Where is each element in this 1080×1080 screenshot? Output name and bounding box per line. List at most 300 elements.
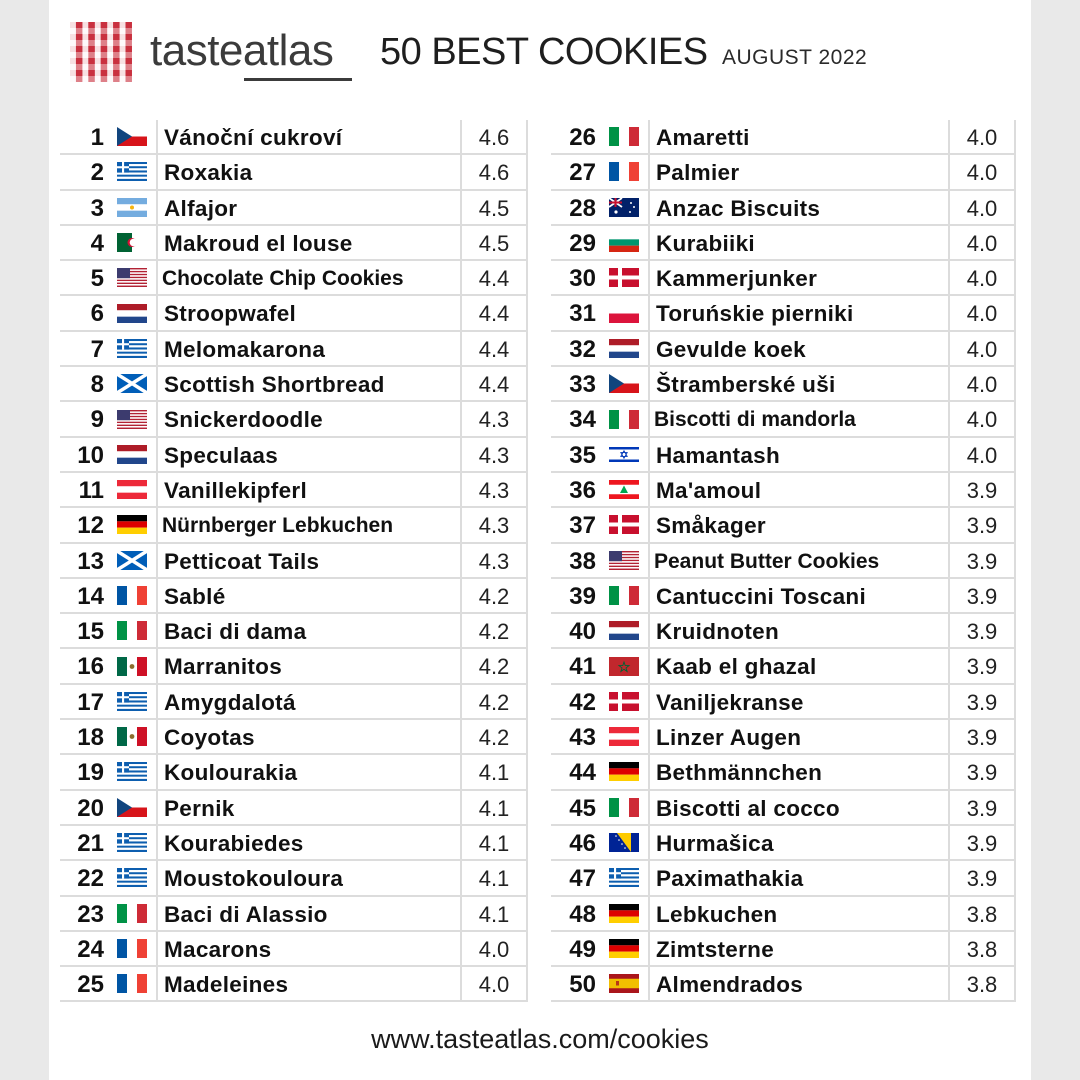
- flag-dk-icon: [609, 268, 639, 287]
- flag-fr-icon: [117, 939, 147, 958]
- table-row: [60, 402, 528, 437]
- flag-de-icon: [609, 904, 639, 923]
- rating-score: 3.9: [950, 685, 1016, 718]
- table-row: [551, 155, 1016, 190]
- flag-cell: [599, 402, 650, 435]
- brand-underline: [244, 78, 352, 81]
- flag-cell: [107, 826, 158, 859]
- flag-ma-icon: [609, 657, 639, 676]
- rating-score: 4.0: [950, 402, 1016, 435]
- cookie-name: Amygdalotá: [158, 685, 462, 718]
- flag-cell: [599, 967, 650, 1000]
- table-row: [551, 544, 1016, 579]
- flag-cell: [107, 120, 158, 153]
- table-row: [551, 191, 1016, 226]
- rating-score: 4.2: [462, 720, 528, 753]
- page-subtitle: AUGUST 2022: [722, 46, 868, 69]
- rank-number: 36: [569, 476, 596, 504]
- flag-cell: [599, 685, 650, 718]
- rank-number: 28: [569, 194, 596, 222]
- rank-number: 27: [569, 159, 596, 187]
- flag-us-icon: [117, 410, 147, 429]
- cookie-name: Vaniljekranse: [650, 685, 950, 718]
- cookie-name: Baci di Alassio: [158, 897, 462, 930]
- flag-us-icon: [609, 551, 639, 570]
- table-row: [60, 826, 528, 861]
- rating-score: 3.8: [950, 967, 1016, 1000]
- flag-it-icon: [609, 410, 639, 429]
- flag-fr-icon: [117, 586, 147, 605]
- flag-gr-icon: [117, 339, 147, 358]
- flag-cell: [599, 791, 650, 824]
- rating-score: 3.9: [950, 791, 1016, 824]
- rank-number: 21: [77, 829, 104, 857]
- rating-score: 4.0: [950, 367, 1016, 400]
- cookie-name: Madeleines: [158, 967, 462, 1000]
- cookie-name: Alfajor: [158, 191, 462, 224]
- table-row: [60, 332, 528, 367]
- flag-cell: [599, 296, 650, 329]
- rating-score: 4.1: [462, 791, 528, 824]
- rating-score: 4.3: [462, 544, 528, 577]
- rating-score: 3.9: [950, 861, 1016, 894]
- cookie-name: Zimtsterne: [650, 932, 950, 965]
- cookie-name: Vanillekipferl: [158, 473, 462, 506]
- table-row: [551, 932, 1016, 967]
- rating-score: 4.3: [462, 473, 528, 506]
- cookie-name: Kourabiedes: [158, 826, 462, 859]
- flag-cell: [599, 261, 650, 294]
- rank-number: 39: [569, 582, 596, 610]
- flag-it-icon: [609, 586, 639, 605]
- flag-cell: [107, 720, 158, 753]
- flag-cell: [599, 438, 650, 471]
- flag-cell: [107, 861, 158, 894]
- rank-number: 45: [569, 794, 596, 822]
- rank-number: 1: [90, 124, 104, 151]
- rating-score: 4.5: [462, 191, 528, 224]
- flag-cell: [107, 649, 158, 682]
- flag-cell: [107, 155, 158, 188]
- rating-score: 4.5: [462, 226, 528, 259]
- rating-score: 3.9: [950, 614, 1016, 647]
- flag-ba-icon: [609, 833, 639, 852]
- flag-lb-icon: [609, 480, 639, 499]
- rank-number: 5: [90, 265, 104, 293]
- cookie-name: Bethmännchen: [650, 755, 950, 788]
- rank-number: 29: [569, 229, 596, 257]
- rank-number: 19: [77, 759, 104, 787]
- rating-score: 4.0: [950, 438, 1016, 471]
- rank-number: 44: [569, 759, 596, 787]
- flag-cell: [599, 226, 650, 259]
- table-row: [60, 967, 528, 1002]
- cookie-name: Amaretti: [650, 120, 950, 153]
- cookie-name: Petticoat Tails: [158, 544, 462, 577]
- flag-dk-icon: [609, 692, 639, 711]
- flag-cell: [599, 897, 650, 930]
- rating-score: 3.8: [950, 932, 1016, 965]
- table-row: [551, 296, 1016, 331]
- rank-number: 17: [77, 688, 104, 716]
- rank-number: 3: [90, 194, 104, 222]
- table-row: [551, 826, 1016, 861]
- flag-fr-icon: [117, 974, 147, 993]
- cookie-name: Makroud el louse: [158, 226, 462, 259]
- flag-de-icon: [609, 939, 639, 958]
- cookie-name: Sablé: [158, 579, 462, 612]
- flag-gr-icon: [117, 868, 147, 887]
- flag-gr-icon: [117, 692, 147, 711]
- rating-score: 4.4: [462, 332, 528, 365]
- cookie-name: Gevulde koek: [650, 332, 950, 365]
- header: [70, 20, 970, 84]
- rating-score: 4.4: [462, 367, 528, 400]
- rank-number: 22: [77, 865, 104, 893]
- rating-score: 4.2: [462, 579, 528, 612]
- cookie-name: Speculaas: [158, 438, 462, 471]
- flag-sc-icon: [117, 551, 147, 570]
- rating-score: 4.1: [462, 826, 528, 859]
- cookie-name: Marranitos: [158, 649, 462, 682]
- flag-nl-icon: [117, 304, 147, 323]
- rank-number: 48: [569, 900, 596, 928]
- table-row: [60, 614, 528, 649]
- rank-number: 12: [77, 512, 104, 540]
- table-row: [551, 791, 1016, 826]
- flag-cell: [107, 438, 158, 471]
- flag-cell: [107, 791, 158, 824]
- table-row: [60, 755, 528, 790]
- table-row: [60, 473, 528, 508]
- rating-score: 4.0: [950, 226, 1016, 259]
- cookie-name: Hurmašica: [650, 826, 950, 859]
- rank-number: 37: [569, 512, 596, 540]
- cookie-name: Almendrados: [650, 967, 950, 1000]
- table-row: [551, 402, 1016, 437]
- flag-gr-icon: [117, 162, 147, 181]
- rating-score: 3.9: [950, 473, 1016, 506]
- flag-cell: [107, 367, 158, 400]
- rank-number: 34: [569, 406, 596, 434]
- rank-number: 14: [77, 582, 104, 610]
- flag-it-icon: [117, 904, 147, 923]
- flag-cell: [107, 932, 158, 965]
- rank-number: 6: [90, 300, 104, 328]
- flag-de-icon: [609, 762, 639, 781]
- rank-number: 35: [569, 441, 596, 469]
- flag-cell: [107, 191, 158, 224]
- rating-score: 3.9: [950, 720, 1016, 753]
- rank-number: 10: [77, 441, 104, 469]
- table-row: [551, 261, 1016, 296]
- rank-number: 7: [90, 335, 104, 363]
- rank-number: 2: [90, 159, 104, 187]
- cookie-name: Roxakia: [158, 155, 462, 188]
- table-row: [60, 791, 528, 826]
- table-row: [551, 897, 1016, 932]
- flag-nl-icon: [609, 339, 639, 358]
- rating-score: 4.0: [950, 155, 1016, 188]
- cookie-name: Toruńskie pierniki: [650, 296, 950, 329]
- rating-score: 3.9: [950, 649, 1016, 682]
- flag-gr-icon: [609, 868, 639, 887]
- rating-score: 4.1: [462, 897, 528, 930]
- table-row: [60, 438, 528, 473]
- table-row: [551, 367, 1016, 402]
- flag-cell: [599, 579, 650, 612]
- rating-score: 4.2: [462, 649, 528, 682]
- flag-it-icon: [609, 798, 639, 817]
- flag-cell: [599, 932, 650, 965]
- rank-number: 33: [569, 371, 596, 399]
- flag-us-icon: [117, 268, 147, 287]
- flag-pl-icon: [609, 304, 639, 323]
- table-row: [60, 649, 528, 684]
- table-row: [551, 720, 1016, 755]
- cookie-name: Melomakarona: [158, 332, 462, 365]
- flag-cell: [599, 120, 650, 153]
- flag-cell: [107, 685, 158, 718]
- cookie-name: Koulourakia: [158, 755, 462, 788]
- rating-score: 4.1: [462, 755, 528, 788]
- table-row: [60, 120, 528, 155]
- cookie-name: Lebkuchen: [650, 897, 950, 930]
- cookie-name: Štramberské uši: [650, 367, 950, 400]
- checkered-logo-icon: [70, 22, 132, 82]
- flag-cz-icon: [609, 374, 639, 393]
- rating-score: 4.4: [462, 296, 528, 329]
- rating-score: 4.3: [462, 402, 528, 435]
- rank-number: 38: [569, 547, 596, 575]
- table-row: [551, 438, 1016, 473]
- flag-sc-icon: [117, 374, 147, 393]
- rating-score: 4.0: [950, 332, 1016, 365]
- rating-score: 4.3: [462, 438, 528, 471]
- table-row: [60, 191, 528, 226]
- cookie-name: Paximathakia: [650, 861, 950, 894]
- flag-cell: [599, 861, 650, 894]
- rating-score: 3.9: [950, 755, 1016, 788]
- rank-number: 24: [77, 935, 104, 963]
- cookie-name: Cantuccini Toscani: [650, 579, 950, 612]
- rank-number: 11: [78, 476, 104, 504]
- cookie-name: Palmier: [650, 155, 950, 188]
- flag-cz-icon: [117, 798, 147, 817]
- flag-cell: [107, 226, 158, 259]
- cookie-name: Biscotti al cocco: [650, 791, 950, 824]
- rank-number: 18: [77, 724, 104, 752]
- footer-url[interactable]: www.tasteatlas.com/cookies: [371, 1024, 709, 1054]
- flag-gr-icon: [117, 762, 147, 781]
- cookie-name: Hamantash: [650, 438, 950, 471]
- table-row: [551, 120, 1016, 155]
- table-row: [551, 579, 1016, 614]
- rank-number: 31: [569, 300, 596, 328]
- flag-fr-icon: [609, 162, 639, 181]
- rank-number: 16: [77, 653, 104, 681]
- cookie-name: Linzer Augen: [650, 720, 950, 753]
- flag-gr-icon: [117, 833, 147, 852]
- rank-number: 9: [90, 406, 104, 434]
- flag-cell: [107, 967, 158, 1000]
- table-row: [551, 967, 1016, 1002]
- cookie-name: Kruidnoten: [650, 614, 950, 647]
- rank-number: 49: [569, 935, 596, 963]
- flag-cell: [599, 508, 650, 541]
- table-row: [60, 932, 528, 967]
- rank-number: 40: [569, 618, 596, 646]
- rank-number: 41: [569, 653, 596, 681]
- flag-cell: [599, 614, 650, 647]
- rating-score: 4.2: [462, 685, 528, 718]
- rank-number: 32: [569, 335, 596, 363]
- table-row: [551, 755, 1016, 790]
- cookie-name: Stroopwafel: [158, 296, 462, 329]
- flag-dz-icon: [117, 233, 147, 252]
- rank-number: 20: [77, 794, 104, 822]
- brand-logo-text: tasteatlas: [150, 26, 334, 75]
- rating-score: 4.6: [462, 155, 528, 188]
- rank-number: 43: [569, 724, 596, 752]
- cookie-name: Kaab el ghazal: [650, 649, 950, 682]
- rank-number: 42: [569, 688, 596, 716]
- flag-cell: [599, 720, 650, 753]
- flag-au-icon: [609, 198, 639, 217]
- rating-score: 4.4: [462, 261, 528, 294]
- table-row: [60, 861, 528, 896]
- cookie-name: Nürnberger Lebkuchen: [158, 508, 462, 541]
- table-row: [60, 261, 528, 296]
- rank-number: 13: [77, 547, 104, 575]
- cookie-name: Kurabiiki: [650, 226, 950, 259]
- flag-dk-icon: [609, 515, 639, 534]
- flag-cell: [107, 755, 158, 788]
- flag-cz-icon: [117, 127, 147, 146]
- rating-score: 4.2: [462, 614, 528, 647]
- flag-cell: [599, 473, 650, 506]
- rating-score: 3.8: [950, 897, 1016, 930]
- rank-number: 8: [90, 371, 104, 399]
- table-row: [60, 155, 528, 190]
- table-row: [60, 367, 528, 402]
- table-row: [60, 720, 528, 755]
- rating-score: 3.9: [950, 508, 1016, 541]
- rating-score: 4.0: [950, 296, 1016, 329]
- flag-cell: [599, 649, 650, 682]
- table-row: [60, 508, 528, 543]
- flag-mx-icon: [117, 727, 147, 746]
- cookie-name: Småkager: [650, 508, 950, 541]
- flag-cell: [107, 296, 158, 329]
- flag-cell: [599, 191, 650, 224]
- rank-number: 50: [569, 971, 596, 999]
- rating-score: 3.9: [950, 544, 1016, 577]
- rank-number: 30: [569, 265, 596, 293]
- table-row: [60, 296, 528, 331]
- flag-cell: [107, 544, 158, 577]
- ranking-table-right: [551, 120, 1016, 1002]
- table-row: [551, 332, 1016, 367]
- cookie-name: Snickerdoodle: [158, 402, 462, 435]
- flag-cell: [599, 332, 650, 365]
- cookie-name: Vánoční cukroví: [158, 120, 462, 153]
- cookie-name: Macarons: [158, 932, 462, 965]
- table-row: [551, 473, 1016, 508]
- rating-score: 4.3: [462, 508, 528, 541]
- rank-number: 46: [569, 829, 596, 857]
- table-row: [60, 897, 528, 932]
- rank-number: 25: [77, 971, 104, 999]
- table-row: [60, 544, 528, 579]
- rating-score: 4.0: [950, 261, 1016, 294]
- rating-score: 4.1: [462, 861, 528, 894]
- flag-nl-icon: [609, 621, 639, 640]
- cookie-name: Pernik: [158, 791, 462, 824]
- rating-score: 4.0: [950, 120, 1016, 153]
- flag-cell: [599, 826, 650, 859]
- table-row: [551, 861, 1016, 896]
- cookie-name: Biscotti di mandorla: [650, 402, 950, 435]
- page-title: 50 BEST COOKIES: [380, 31, 708, 73]
- flag-il-icon: [609, 445, 639, 464]
- flag-cell: [107, 897, 158, 930]
- flag-it-icon: [609, 127, 639, 146]
- flag-at-icon: [609, 727, 639, 746]
- flag-bg-icon: [609, 233, 639, 252]
- rating-score: 3.9: [950, 826, 1016, 859]
- rank-number: 15: [77, 618, 104, 646]
- rating-score: 3.9: [950, 579, 1016, 612]
- table-row: [551, 508, 1016, 543]
- flag-nl-icon: [117, 445, 147, 464]
- cookie-name: Moustokouloura: [158, 861, 462, 894]
- rank-number: 4: [90, 229, 104, 257]
- table-row: [60, 226, 528, 261]
- table-row: [551, 685, 1016, 720]
- flag-de-icon: [117, 515, 147, 534]
- flag-cell: [599, 755, 650, 788]
- rating-score: 4.0: [462, 967, 528, 1000]
- flag-cell: [107, 473, 158, 506]
- rating-score: 4.0: [462, 932, 528, 965]
- cookie-name: Ma'amoul: [650, 473, 950, 506]
- table-row: [60, 685, 528, 720]
- table-row: [551, 614, 1016, 649]
- cookie-name: Kammerjunker: [650, 261, 950, 294]
- rank-number: 47: [569, 865, 596, 893]
- cookie-name: Peanut Butter Cookies: [650, 544, 950, 577]
- rating-score: 4.6: [462, 120, 528, 153]
- rating-score: 4.0: [950, 191, 1016, 224]
- flag-cell: [599, 544, 650, 577]
- flag-es-icon: [609, 974, 639, 993]
- flag-ar-icon: [117, 198, 147, 217]
- table-row: [551, 226, 1016, 261]
- rank-number: 23: [77, 900, 104, 928]
- flag-cell: [599, 155, 650, 188]
- flag-cell: [599, 367, 650, 400]
- table-row: [551, 649, 1016, 684]
- cookie-name: Anzac Biscuits: [650, 191, 950, 224]
- flag-cell: [107, 579, 158, 612]
- rank-number: 26: [569, 124, 596, 151]
- table-row: [60, 579, 528, 614]
- flag-cell: [107, 614, 158, 647]
- flag-cell: [107, 402, 158, 435]
- cookie-name: Chocolate Chip Cookies: [158, 261, 462, 294]
- ranking-table-left: [60, 120, 528, 1002]
